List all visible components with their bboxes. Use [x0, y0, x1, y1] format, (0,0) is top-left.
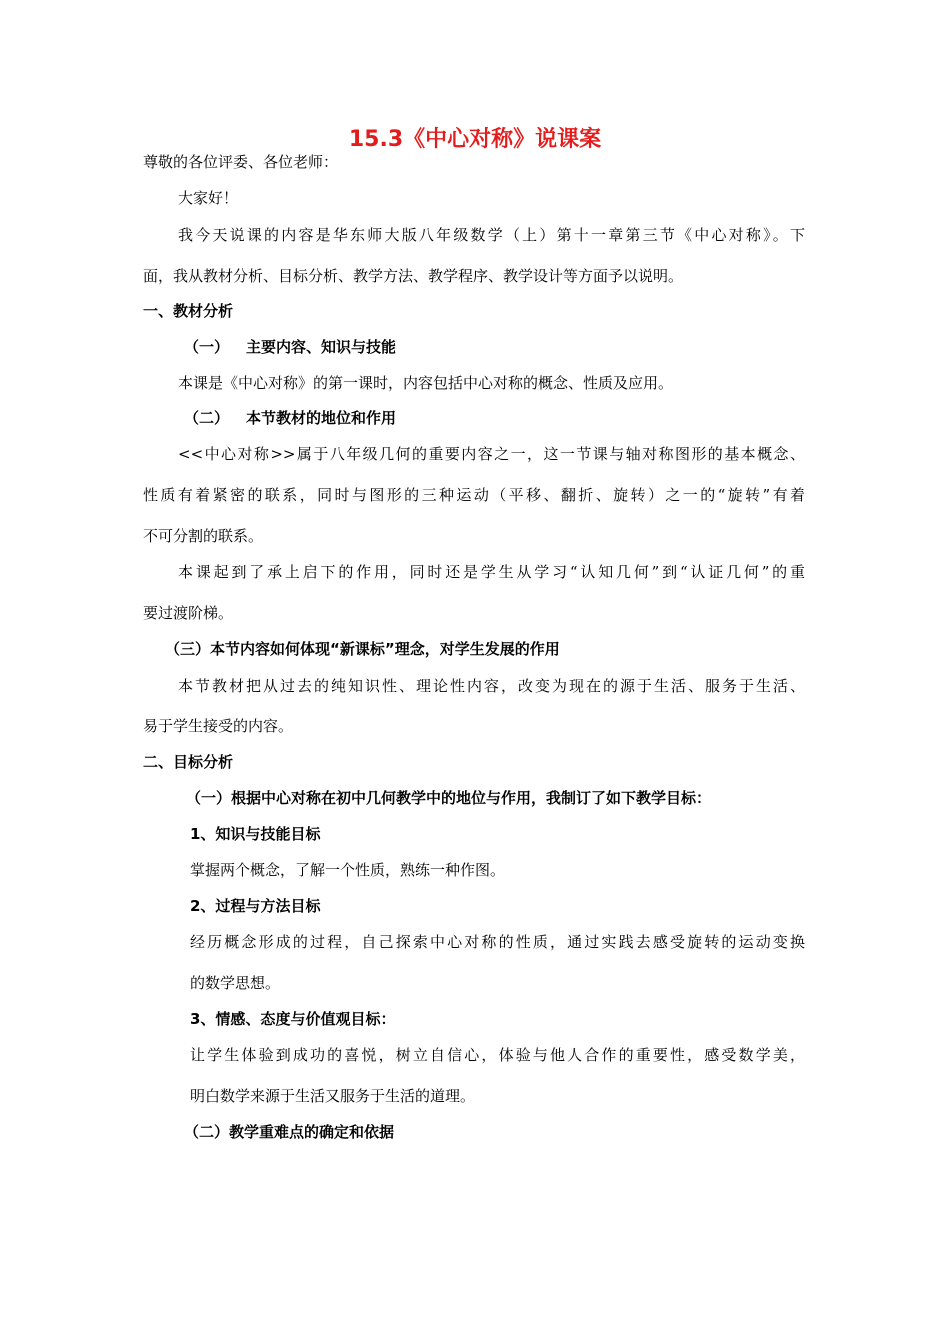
- subsection-heading: （三）本节内容如何体现“新课标”理念，对学生发展的作用: [165, 640, 560, 658]
- subsection-label: （二）: [184, 409, 230, 427]
- goal-text-line: 明白数学来源于生活又服务于生活的道理。: [190, 1087, 476, 1105]
- subsection-label: （一）: [184, 338, 230, 356]
- paragraph-line: 性质有着紧密的联系，同时与图形的三种运动（平移、翻折、旋转）之一的“旋转”有着: [143, 486, 805, 504]
- goal-text-line: 的数学思想。: [190, 974, 281, 992]
- subsection-heading: （一）根据中心对称在初中几何教学中的地位与作用，我制订了如下教学目标：: [186, 789, 712, 807]
- intro-paragraph-line: 面，我从教材分析、目标分析、教学方法、教学程序、教学设计等方面予以说明。: [143, 267, 684, 285]
- goal-heading: 2、过程与方法目标: [190, 897, 321, 915]
- intro-paragraph-line: 我今天说课的内容是华东师大版八年级数学（上）第十一章第三节《中心对称》。下: [178, 226, 805, 244]
- paragraph-line: 要过渡阶梯。: [143, 604, 234, 622]
- goal-text-line: 让学生体验到成功的喜悦，树立自信心，体验与他人合作的重要性，感受数学美，: [190, 1046, 805, 1064]
- subsection-heading: （二）教学重难点的确定和依据: [184, 1123, 395, 1141]
- hello-text: 大家好！: [178, 189, 239, 207]
- paragraph-line: 本课起到了承上启下的作用，同时还是学生从学习“认知几何”到“认证几何”的重: [178, 563, 805, 581]
- section-heading-goal-analysis: 二、目标分析: [143, 753, 234, 771]
- goal-text: 掌握两个概念，了解一个性质，熟练一种作图。: [190, 861, 506, 879]
- subsection-heading: 本节教材的地位和作用: [246, 409, 397, 427]
- goal-heading: 1、知识与技能目标: [190, 825, 321, 843]
- greeting: 尊敬的各位评委、各位老师：: [143, 153, 339, 171]
- paragraph: 本课是《中心对称》的第一课时，内容包括中心对称的概念、性质及应用。: [178, 374, 674, 392]
- section-heading-textbook-analysis: 一、教材分析: [143, 302, 234, 320]
- paragraph-line: 不可分割的联系。: [143, 527, 264, 545]
- subsection-heading: 主要内容、知识与技能: [246, 338, 397, 356]
- goal-heading: 3、情感、态度与价值观目标：: [190, 1010, 396, 1028]
- goal-text-line: 经历概念形成的过程，自己探索中心对称的性质，通过实践去感受旋转的运动变换: [190, 933, 805, 951]
- paragraph-line: 易于学生接受的内容。: [143, 717, 294, 735]
- paragraph-line: <<中心对称>>属于八年级几何的重要内容之一，这一节课与轴对称图形的基本概念、: [178, 445, 805, 463]
- page-title: 15.3《中心对称》说课案: [348, 127, 602, 152]
- paragraph-line: 本节教材把从过去的纯知识性、理论性内容，改变为现在的源于生活、服务于生活、: [178, 677, 805, 695]
